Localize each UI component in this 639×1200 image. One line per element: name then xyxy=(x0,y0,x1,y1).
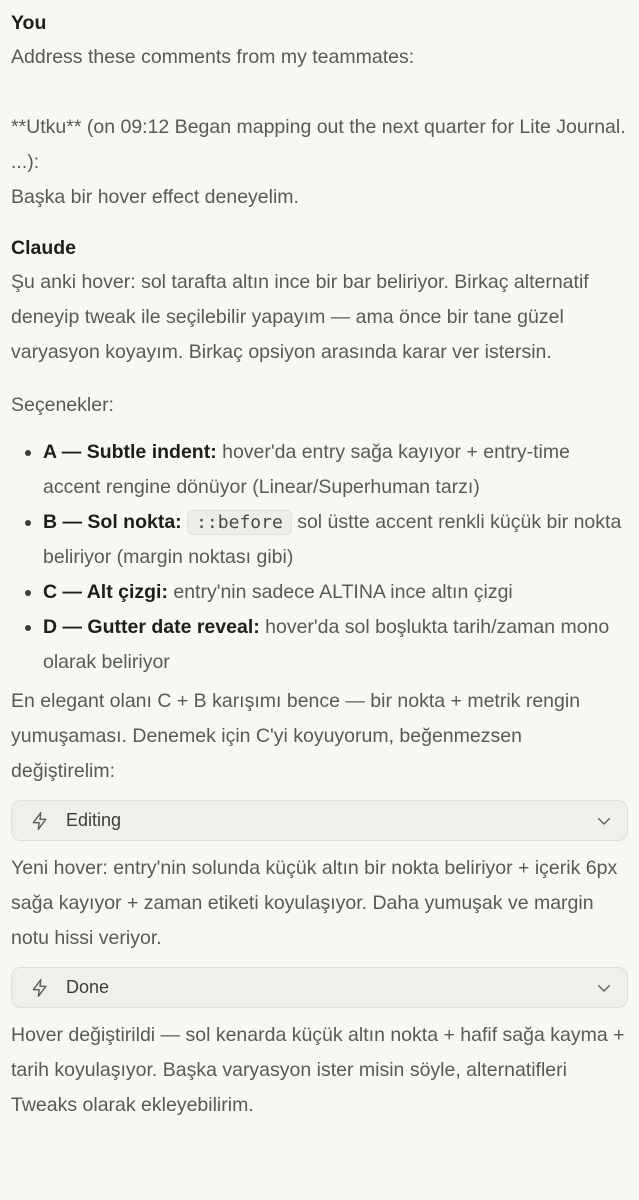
list-item xyxy=(11,575,628,610)
user-comment-text: Başka bir hover effect deneyelim. xyxy=(11,186,299,208)
bolt-icon xyxy=(30,811,50,831)
options-list xyxy=(11,435,628,680)
assistant-intro: Şu anki hover: sol tarafta altın ince bir bar beliriyor. Birkaç alternatif deneyip tweak ile seçilebilir yapayım — ama önce bir tane güzel varyasyon koyayım. Birkaç opsiyon arasında karar ver istersin. xyxy=(11,271,589,363)
tool-call-done[interactable] xyxy=(11,967,628,1008)
chevron-down-icon[interactable] xyxy=(595,979,613,997)
tool-call-label: Editing xyxy=(66,810,122,830)
option-text: sol üstte accent renkli küçük bir nokta beliriyor (margin noktası gibi) xyxy=(43,511,622,568)
option-text: hover'da entry sağa kayıyor + entry-time accent rengine dönüyor (Linear/Superhuman tarzı) xyxy=(43,441,570,498)
user-role-label: You xyxy=(11,12,47,34)
user-message-line: Address these comments from my teammates: xyxy=(11,46,415,68)
tool-call-label: Done xyxy=(66,977,110,997)
assistant-update: Yeni hover: entry'nin solunda küçük altın bir nokta beliriyor + içerik 6px sağa kayıyor + zaman etiketi koyulaşıyor. Daha yumuşak ve margin notu hissi veriyor. xyxy=(11,857,618,949)
option-key: C — Alt çizgi: xyxy=(43,581,168,603)
list-item xyxy=(11,435,628,505)
option-text: hover'da sol boşlukta tarih/zaman mono olarak beliriyor xyxy=(43,616,610,673)
assistant-final: Hover değiştirildi — sol kenarda küçük altın nokta + hafif sağa kayma + tarih koyulaşıyor. Başka varyasyon ister misin söyle, alternatifleri Tweaks olarak ekleyebilirim. xyxy=(11,1024,625,1116)
tool-call-editing[interactable] xyxy=(11,800,628,841)
inline-code: ::before xyxy=(187,510,292,535)
user-comment-author: **Utku** (on 09:12 Began mapping out the next quarter for Lite Journal. ...): xyxy=(11,116,626,173)
option-text: entry'nin sadece ALTINA ince altın çizgi xyxy=(167,581,513,603)
options-heading: Seçenekler: xyxy=(11,394,114,416)
option-key: A — Subtle indent: xyxy=(43,441,217,463)
user-message xyxy=(11,6,628,215)
option-key: D — Gutter date reveal: xyxy=(43,616,260,638)
assistant-choice: En elegant olanı C + B karışımı bence — bir nokta + metrik rengin yumuşaması. Denemek için C'yi koyuyorum, beğenmezsen değiştirelim: xyxy=(11,690,581,782)
option-key: B — Sol nokta: xyxy=(43,511,182,533)
bolt-icon xyxy=(30,978,50,998)
assistant-message xyxy=(11,231,628,1123)
list-item xyxy=(11,505,628,575)
list-item xyxy=(11,610,628,680)
assistant-role-label: Claude xyxy=(11,237,77,259)
chevron-down-icon[interactable] xyxy=(595,812,613,830)
